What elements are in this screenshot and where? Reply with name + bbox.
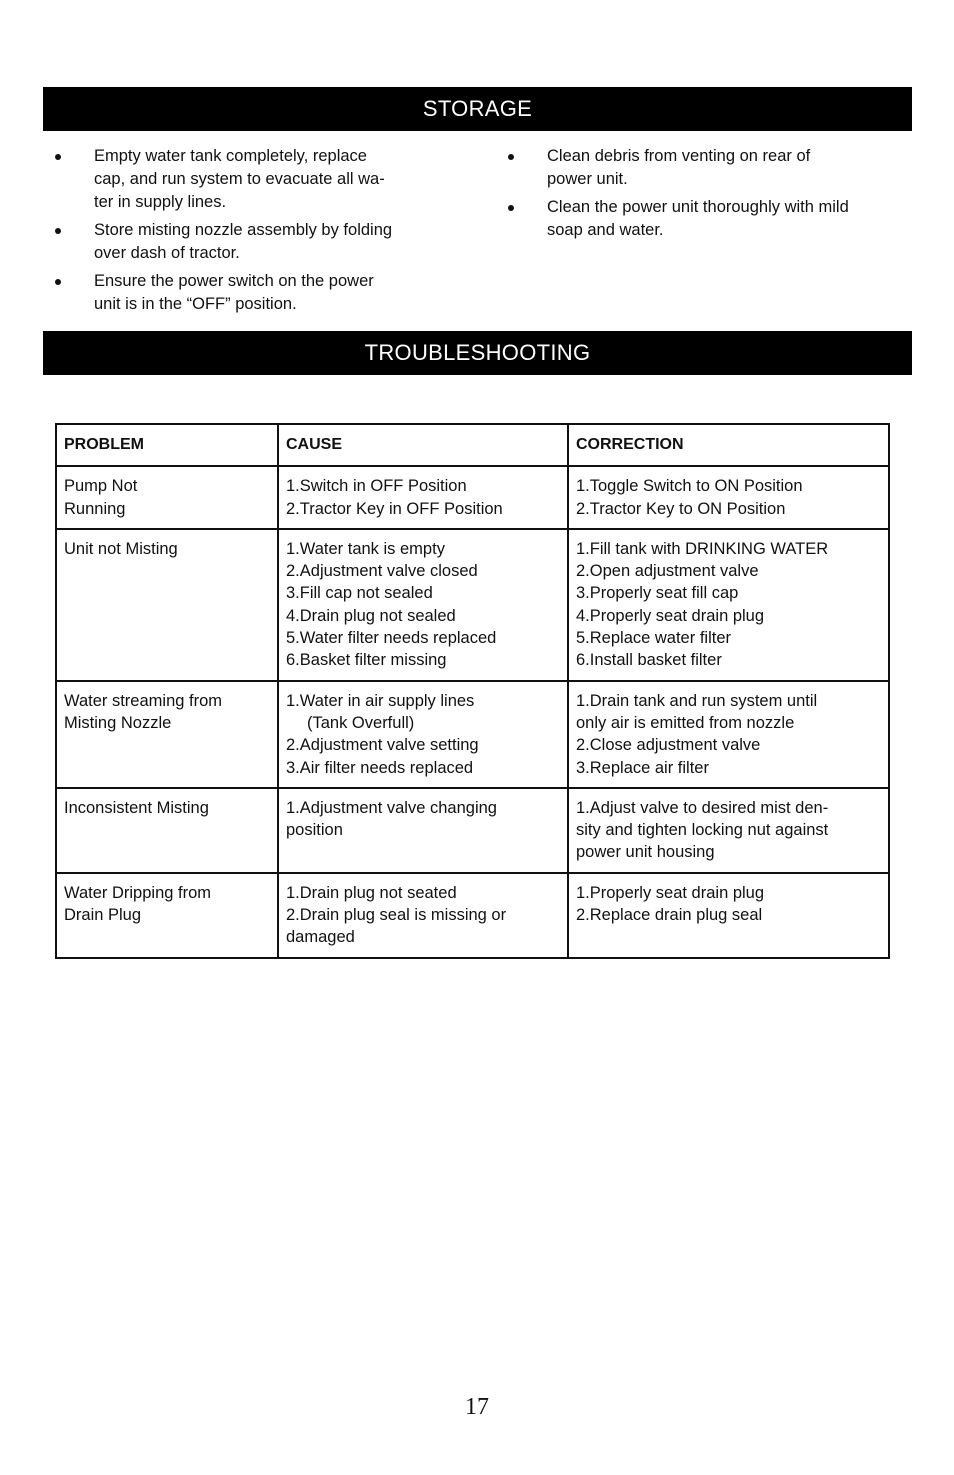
- cause-cell: [278, 466, 568, 529]
- cause-cell: [278, 873, 568, 958]
- cell-line: Water streaming from: [64, 691, 223, 710]
- cell-line: (Tank Overfull): [307, 713, 415, 732]
- storage-item: [55, 219, 455, 265]
- cell-line: power unit housing: [576, 843, 715, 862]
- troubleshooting-table: [55, 423, 890, 959]
- table-row: [56, 873, 889, 958]
- table-row: [56, 788, 889, 873]
- bullet-icon: [55, 228, 61, 234]
- cell-line: 2.Tractor Key in OFF Position: [286, 499, 503, 518]
- cell-line: 1.Fill tank with DRINKING WATER: [576, 539, 829, 558]
- cell-line: 4.Properly seat drain plug: [576, 606, 765, 625]
- cell-line: 6.Install basket filter: [576, 651, 722, 670]
- cell-line: 4.Drain plug not sealed: [286, 606, 456, 625]
- table-row: [56, 466, 889, 529]
- storage-item-line: cap, and run system to evacuate all wa-: [94, 170, 385, 188]
- correction-cell: [568, 873, 889, 958]
- table-header-row: [56, 424, 889, 466]
- cell-line: 5.Water filter needs replaced: [286, 629, 497, 648]
- problem-cell: [56, 873, 278, 958]
- storage-item-line: Empty water tank completely, replace: [94, 147, 367, 165]
- cell-line: 1.Toggle Switch to ON Position: [576, 477, 803, 496]
- cell-line: position: [286, 821, 343, 840]
- storage-item-line: Clean debris from venting on rear of: [547, 147, 811, 165]
- cell-line: damaged: [286, 928, 355, 947]
- cell-line: 1.Adjustment valve changing: [286, 798, 497, 817]
- cell-line: 2.Replace drain plug seal: [576, 906, 763, 925]
- correction-cell: [568, 681, 889, 788]
- problem-cell: [56, 788, 278, 873]
- storage-item-line: soap and water.: [547, 221, 664, 239]
- bullet-icon: [55, 154, 61, 160]
- cell-line: 1.Switch in OFF Position: [286, 477, 467, 496]
- storage-heading: STORAGE: [43, 87, 912, 131]
- cell-line: Inconsistent Misting: [64, 798, 209, 817]
- troubleshooting-heading: TROUBLESHOOTING: [43, 331, 912, 375]
- storage-item-line: ter in supply lines.: [94, 193, 227, 211]
- storage-item-line: Store misting nozzle assembly by folding: [94, 221, 393, 239]
- cell-line: 6.Basket filter missing: [286, 651, 447, 670]
- cell-line: 3.Fill cap not sealed: [286, 584, 433, 603]
- storage-item-line: unit is in the “OFF” position.: [94, 295, 297, 313]
- problem-cell: [56, 466, 278, 529]
- cell-line: 1.Water tank is empty: [286, 539, 445, 558]
- cause-cell: [278, 681, 568, 788]
- bullet-icon: [55, 279, 61, 285]
- cell-line: Drain Plug: [64, 906, 142, 925]
- cause-cell: [278, 788, 568, 873]
- header-correction: CORRECTION: [568, 424, 889, 466]
- storage-list-left: [55, 145, 455, 321]
- cell-line: Water Dripping from: [64, 883, 212, 902]
- cell-line: 2.Adjustment valve closed: [286, 562, 478, 581]
- cause-cell: [278, 529, 568, 681]
- cell-line: Unit not Misting: [64, 539, 178, 558]
- correction-cell: [568, 529, 889, 681]
- cell-line: 2.Close adjustment valve: [576, 736, 761, 755]
- cell-line: 1.Water in air supply lines: [286, 691, 475, 710]
- cell-line: Running: [64, 499, 126, 518]
- header-cause: CAUSE: [278, 424, 568, 466]
- correction-cell: [568, 466, 889, 529]
- storage-item: [55, 145, 455, 214]
- table-row: [56, 681, 889, 788]
- cell-line: 2.Drain plug seal is missing or: [286, 906, 507, 925]
- cell-line: 1.Adjust valve to desired mist den-: [576, 798, 829, 817]
- storage-list-right: [508, 145, 908, 247]
- header-problem: PROBLEM: [56, 424, 278, 466]
- cell-line: 2.Adjustment valve setting: [286, 736, 479, 755]
- storage-item: [55, 270, 455, 316]
- cell-line: Misting Nozzle: [64, 713, 172, 732]
- storage-item: [508, 145, 908, 191]
- storage-item: [508, 196, 908, 242]
- correction-cell: [568, 788, 889, 873]
- cell-line: 2.Open adjustment valve: [576, 562, 759, 581]
- bullet-icon: [508, 154, 514, 160]
- cell-line: 5.Replace water filter: [576, 629, 731, 648]
- bullet-icon: [508, 205, 514, 211]
- problem-cell: [56, 529, 278, 681]
- cell-line: 1.Drain tank and run system until: [576, 691, 818, 710]
- cell-line: Pump Not: [64, 477, 138, 496]
- cell-line: 3.Air filter needs replaced: [286, 758, 474, 777]
- page-number: 17: [465, 1394, 489, 1420]
- table-row: [56, 529, 889, 681]
- storage-item-line: Clean the power unit thoroughly with mild: [547, 198, 849, 216]
- cell-line: sity and tighten locking nut against: [576, 821, 829, 840]
- storage-item-line: Ensure the power switch on the power: [94, 272, 374, 290]
- cell-line: 2.Tractor Key to ON Position: [576, 499, 786, 518]
- storage-item-line: power unit.: [547, 170, 628, 188]
- cell-line: 3.Replace air filter: [576, 758, 709, 777]
- problem-cell: [56, 681, 278, 788]
- cell-line: only air is emitted from nozzle: [576, 713, 795, 732]
- storage-item-line: over dash of tractor.: [94, 244, 240, 262]
- cell-line: 1.Drain plug not seated: [286, 883, 457, 902]
- cell-line: 1.Properly seat drain plug: [576, 883, 765, 902]
- cell-line: 3.Properly seat fill cap: [576, 584, 739, 603]
